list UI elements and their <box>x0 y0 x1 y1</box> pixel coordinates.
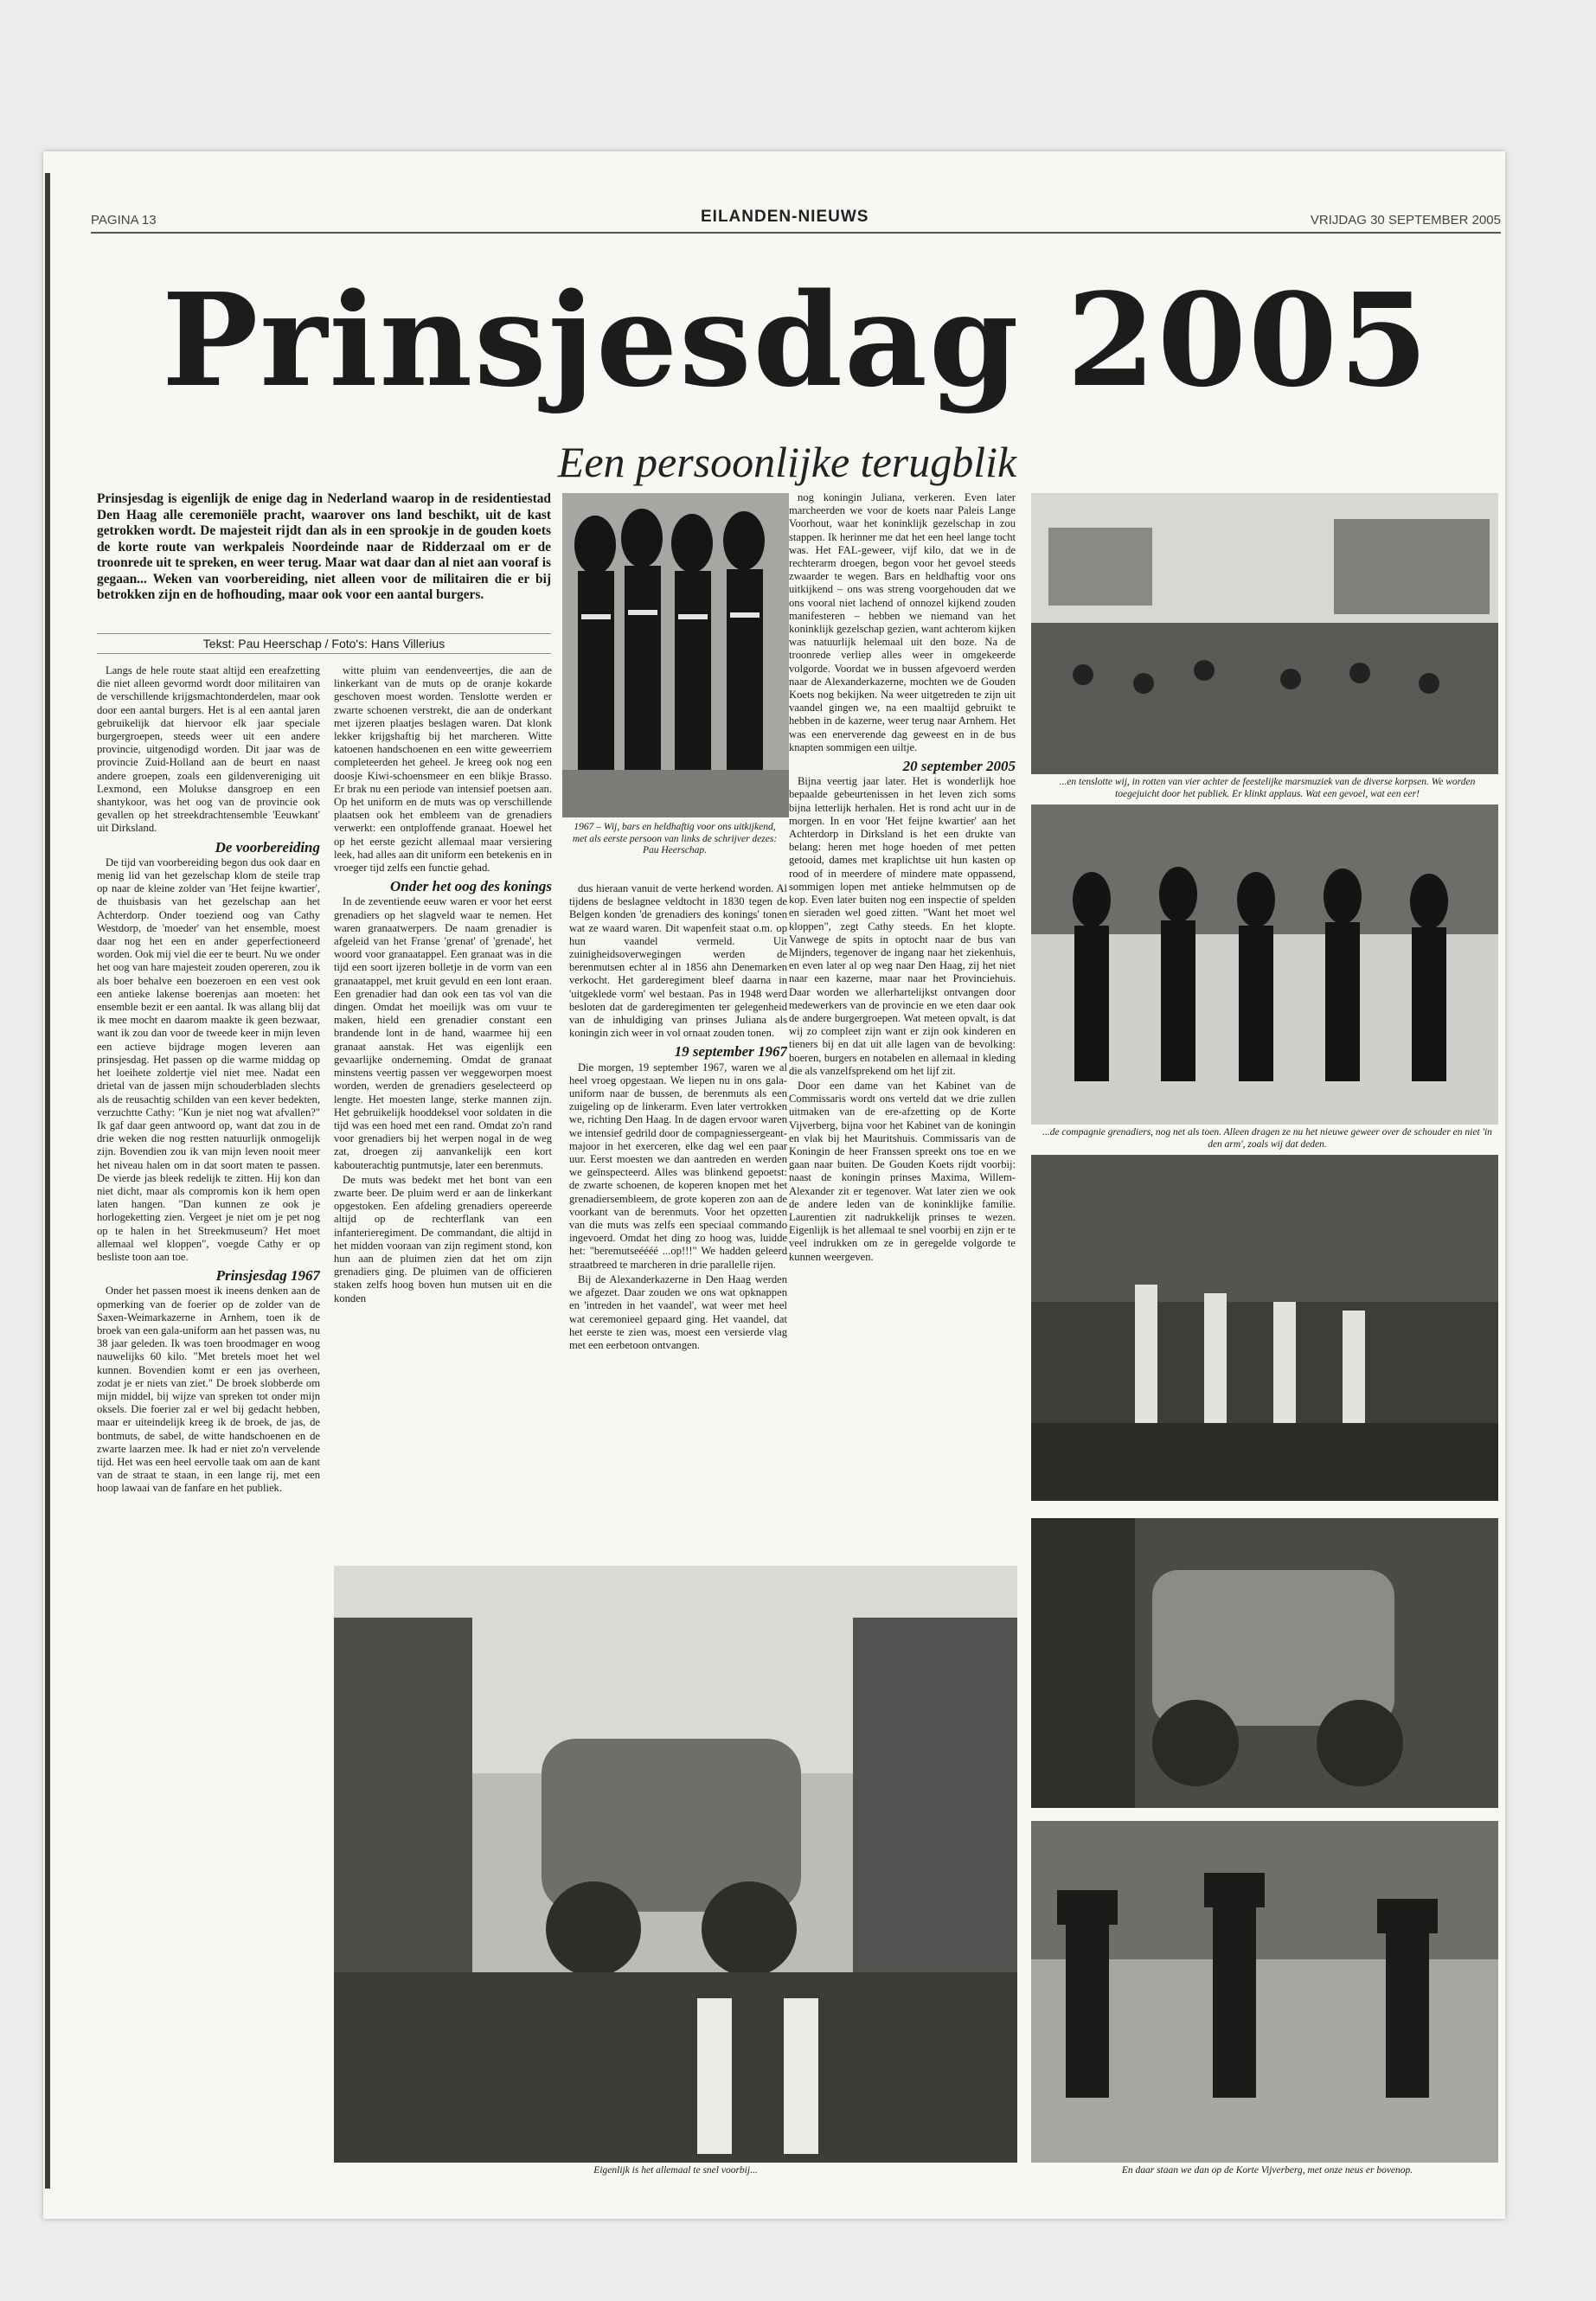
paragraph: Die morgen, 19 september 1967, waren we al heel vroeg opgestaan. We liepen nu in ons gala-uniform naar de bussen, de berenmuts als een zuigeling op de linkerarm. Even later vertrokken we, richting Den Haag. In de dagen ervoor waren we intensief gedrild door de compagniessergeant-majoor in het exerceren, elke dag wel een paar uur. Eerst moesten we dan aantreden en werden we geïnspecteerd. Alles was blinkend gepoetst: de zwarte schoenen, de koperen knopen met het grenadiersembleem, de grote koperen zon aan de voorkant van de berenmuts. Voor het opzetten van die muts was zelfs een speciaal commando ingevoerd. Omdat het ding zo hoog was, luidde het: "beremutseéééé ...op!!!" We hadden geleerd straatbreed te marcheren in drie parallelle rijen. <box>569 1061 787 1271</box>
subheadline: Een persoonlijke terugblik <box>557 438 1017 486</box>
section-heading: De voorbereiding <box>215 838 320 856</box>
headline: Prinsjesdag 2005 <box>162 265 1430 415</box>
section-heading: Prinsjesdag 1967 <box>215 1267 320 1285</box>
photo-golden-coach <box>1031 1518 1498 1808</box>
paragraph: Onder het passen moest ik ineens denken aan de opmerking van de foerier op de zolder van de Saxen-Weimarkazerne in Arnhem, toen ik de broek van een gala-uniform aan het passen was, nu 38 jaar geleden. Ik was toen broodmager en woog nauwelijks 60 kilo. "Met bretels moet het wel kunnen. Bovendien komt er een jas overheen, zodat je er niets van ziet." De broek slobberde om mijn middel, bij wijze van spreken tot onder mijn oksels. Die foerier zal er wel bij gedacht hebben, maar er uiteindelijk kreeg ik de broek, de jas, de bontmuts, de sabel, de witte handschoenen en de zwarte laarzen mee. Ik had er niet zo'n vervelende tijd. Het was een heel eervolle taak om aan de kant van de straat te staan, in een lange rij, met een hoop lawaai van de fanfare en het publiek. <box>97 1285 320 1495</box>
page-number: PAGINA 13 <box>91 213 157 228</box>
paragraph: witte pluim van eendenveertjes, die aan de linkerkant van de muts op de oranje kokarde geschoven moest worden. Tenslotte werden er zwarte schoenen verstrekt, die aan de onderkant met ijzeren plaatjes beslagen waren. Dat klonk lekker krijgshaftig bij het marcheren. Witte katoenen handschoenen en een witte geweerriem completeerden het geheel. Je kreeg ook nog een doosje Kiwi-schoensmeer en een blikje Brasso. Er brak nu een periode van intensief poetsen aan. Op het uniform en de muts was op verschillende plaatsen ook het embleem van de grenadiers verwerkt: een ontploffende granaat. Hoewel het op het eerste gezicht allemaal maar versiering leek, had alles aan dit uniform een betekenis en in vroeger tijd zelfs een functie gehad. <box>334 664 552 875</box>
header-rule <box>91 232 1501 234</box>
paragraph: De tijd van voorbereiding begon dus ook daar en menig lid van het gezelschap klom de steile trap op naar de kleine zolder van 'Het feijne kwartier', de thuisbasis van het gezelschap aan het Achterdorp. Onder toeziend oog van Cathy Westdorp, de 'moeder' van het ensemble, moest daar nog het een en ander geperfectioneerd worden. Ook mij viel die eer te beurt. Nu we onder het oog van hare majesteit zouden opereren, zou ik als boer behalve een boezeroen en een vest ook een antieke lakense boerenjas aan moeten: het ensemble bezit er een aantal. Ik was allang blij dat ik mee mocht en daarom maakte ik geen bezwaar, want ik zou dan voor de tweede keer in mijn leven een actieve bijdrage mogen leveren aan prinsjesdag. Het passen op die warme middag op het loeihete zoldertje viel niet mee. Nadat een drietal van de jassen mijn schouderbladen slechts als de reusachtig schilden van een kever bedekten, verzuchtte Cathy: "Kun je niet nog wat afvallen?" Ik gaf daar geen antwoord op, want dat zou in de drie weken die nog restten natuurlijk onmogelijk zijn. Bovendien zou ik van mijn leven nooit meer het niveau halen om in dat soort maten te passen. De vierde jas bleek redelijk te zitten. Hij kon dan niet dicht, maar als compromis kon ik hem open laten hangen. "Dan kunnen ze ook je horlogeketting zien. Vergeet je niet om je pet nog op te halen in het Streekmuseum? Het moet allemaal wel kloppen", voegde Cathy er op besliste toon aan toe. <box>97 856 320 1263</box>
byline: Tekst: Pau Heerschap / Foto's: Hans Villerius <box>97 633 551 654</box>
photo-crowd-coach <box>334 1566 1017 2163</box>
masthead <box>91 208 1501 228</box>
article-column-1 <box>97 664 320 2157</box>
intro-paragraph: Prinsjesdag is eigenlijk de enige dag in Nederland waarop in de residentiestad Den Haag alle ceremoniële pracht, waarover ons land beschikt, uit de kast getrokken wordt. De majesteit rijdt dan als in een sprookje in de gouden koets de korte route van werkpaleis Noordeinde naar de Ridderzaal om er de troonrede uit te spreken, en weer terug. Maar wat daar dan al niet aan vooraf is gegaan... Weken van voorbereiding, niet alleen voor de militairen die er bij betrokken zijn en de hofhouding, maar ook voor een aantal burgers. <box>97 491 551 602</box>
paragraph: Bij de Alexanderkazerne in Den Haag werden we afgezet. Daar zouden we ons wat opknappen en 'intreden in het vaandel', wat weer met heel wat ceremonieel gepaard ging. Het vaandel, dat het eerste te zien was, moest een versierde vlag met een eerbetoon ontvangen. <box>569 1272 787 1351</box>
photo-grenadiers-1967 <box>562 493 789 817</box>
photo-caption: 1967 – Wij, bars en heldhaftig voor ons uitkijkend, met als eerste persoon van links de schrijver dezes: Pau Heerschap. <box>572 822 778 856</box>
section-heading: 19 september 1967 <box>674 1043 787 1061</box>
photo-caption: ...de compagnie grenadiers, nog net als toen. Alleen dragen ze nu het nieuwe geweer over de schouder en niet 'in den arm', zoals wij dat deden. <box>1042 1127 1492 1150</box>
paragraph: Door een dame van het Kabinet van de Commissaris wordt ons verteld dat we drie zullen uitmaken van de ere-afzetting op de Korte Vijverberg, bijna voor het Kabinet van de koningin en vlak bij het Mauritshuis. Commissaris van de Koningin de heer Franssen spreekt ons toe en we gaan naar buiten. De Gouden Koets rijdt voorbij: naast de koningin prinses Maxima, Willem-Alexander zit er tegenover. Wat later zien we ook de andere leden van de koninklijke familie. Laurentien zit nadrukkelijk prinses te wezen. Eigenlijk is het allemaal te snel voorbij en zijn er te veel indrukken om ze in geregelde volgorde te kunnen weergeven. <box>789 1079 1016 1263</box>
article-column-3 <box>569 882 787 1561</box>
paragraph: In de zeventiende eeuw waren er voor het eerst grenadiers op het slagveld waar te nemen. Het waren granaatwerpers. De naam grenadier is afgeleid van het Franse 'grenat' of 'grenade', het woord voor granaatappel. Een granaat was in die tijd een soort ijzeren bolletje in de vorm van een granaatappel, met kruit gevuld en een lont eraan. Een grenadier had dan ook een tas vol van die dingen. Omdat het moeilijk was om vuur te maken, hield een grenadier constant een brandende lont in de hand, waarmee hij een granaat aanstak. Het was eigenlijk een gevaarlijke onderneming. Omdat de granaat minstens veertig passen ver weggeworpen moest worden, werden de grenadiers geselecteerd op lengte. Het moesten lange, sterke mannen zijn. Het gebruikelijk hooddeksel voor soldaten in die tijd was een hoed met een rand. Omdat zo'n rand voor grenadiers bij het werpen nogal in de weg zat, droegen zij aanvankelijk een kort kabouterachtig puntmutsje, later een berenmuts. <box>334 895 552 1171</box>
paragraph: nog koningin Juliana, verkeren. Even later marcheerden we voor de koets naar Paleis Lange Voorhout, waar het koninklijk gezelschap in zou stappen. Ik herinner me dat het een heel lange tocht was. Het FAL-geweer, vijf kilo, dat we in de rechterarm droegen, begon voor het gevoel steeds zwaarder te wegen. Bars en heldhaftig voor ons uitkijkend – ons was streng voorgehouden dat we ons vooral niet lachend of onnozel kijkend zouden manifesteren – hebben we niemand van het koninklijk gezelschap gezien, want achterom kijken was natuurlijk helemaal uit den boze. Na de troonrede verliep alles weer in omgekeerde volgorde. Voordat we in bussen afgevoerd werden naar de Alexanderkazerne, mochten we de Gouden Koets nog bekijken. Na weer uitgetreden te zijn uit vaandel gingen we, na een maaltijd gebruikt te hebben in de kazerne, weer terug naar Arnhem. Het was een enerverende dag geweest en in de bus knapten sommigen een uiltje. <box>789 491 1016 753</box>
photo-grenadiers-2005 <box>1031 804 1498 1125</box>
paragraph: De muts was bedekt met het bont van een zwarte beer. De pluim werd er aan de linkerkant opgestoken. Een afdeling grenadiers opereerde altijd op de rechterflank van een infanterieregiment. De commandant, die altijd in het midden vooraan van zijn regiment stond, kon hun aan de pluimen zien dat het om zijn grenadiers ging. De pluimen van de officieren staken zelfs hoog boven hun mutsen uit en die konden <box>334 1173 552 1304</box>
photo-caption: Eigenlijk is het allemaal te snel voorbij... <box>593 2165 758 2176</box>
photo-caption: En daar staan we dan op de Korte Vijverberg, met onze neus er bovenop. <box>1121 2165 1413 2176</box>
newspaper-name: EILANDEN-NIEUWS <box>701 208 869 226</box>
photo-parade-troops <box>1031 1155 1498 1501</box>
paragraph: Langs de hele route staat altijd een ereafzetting die niet alleen gevormd wordt door militairen van de verschillende krijgsmachtonderdelen, maar ook door een aantal burgers. Het is al een aantal jaren gebruikelijk dat hiervoor elk jaar speciale burgergroepen, steeds weer uit een andere provincie, uitgenodigd worden. Dit jaar was de provincie Zuid-Holland aan de beurt en naast andere groepen, zoals een gildenvereniging uit Lexmond, een Molukse dansgroep en een shantykoor, was het oog van de provincie ook gevallen op het streekdrachtensemble 'Eeuwkant' uit Dirksland. <box>97 664 320 835</box>
paragraph: dus hieraan vanuit de verte herkend worden. Al tijdens de beslagnee veldtocht in 1830 tegen de Belgen konden 'de grenadiers des konings' tonen wat ze waard waren. Dit wapenfeit staat o.m. op hun vaandel vermeld. Uit zuinigheidsoverwegingen werden de berenmutsen echter al in 1856 ahn Denemarken verkocht. Het garderegiment bleef daarna in 'uitgeklede vorm' wel bestaan. Pas in 1948 werd besloten dat de garderegimenten ter gelegenheid van de inhuldiging van prinses Juliana als koningin zich weer in vol ornaat zouden tonen. <box>569 882 787 1040</box>
scan-edge <box>45 173 50 2189</box>
section-heading: 20 september 2005 <box>902 758 1016 775</box>
section-heading: Onder het oog des konings <box>389 878 552 895</box>
photo-caption: ...en tenslotte wij, in rotten van vier achter de feestelijke marsmuziek van de diverse korpsen. We worden toegejuicht door het publiek. Er klinkt applaus. Wat een gevoel, wat een eer! <box>1059 777 1476 799</box>
issue-date: VRIJDAG 30 SEPTEMBER 2005 <box>1310 213 1501 228</box>
paragraph: Bijna veertig jaar later. Het is wonderlijk hoe bepaalde gebeurtenissen in het leven zich soms bijna letterlijk herhalen. Het is rond acht uur in de morgen. In en voor 'Het feijne kwartier' aan het Achterdorp in Dirksland is het een drukte van belang: heren met hoge hoeden of met petten getooid, dames met kraplichtse uit hun kasten op rood of in meerdere of mindere mate oppassend, sommigen lopen met antieke helmmutsen op de kop. Even later buiten nog een inspectie of spelden en sieraden wel goed zitten. "Want het moet wel kloppen", zegt Cathy steeds. En het klopte. Vanwege de spits in optocht naar de bus van Mijnders, tegenover de ingang naar het ziekenhuis, en even later al op weg naar Den Haag, zij het niet naar een kazerne, maar naar het Provinciehuis. Daar worden we allerhartelijkst ontvangen door medewerkers van de provincie en we eten daar ook de andere burgergroepen. Wat meteen opvalt, is dat wij zo compleet zijn want er zijn ook kinderen en tieners bij en dat uit alle lagen van de bevolking: boeren, burgers en notabelen en allemaal in kleding die als vanzelfsprekend om het lijf zit. <box>789 775 1016 1077</box>
photo-korte-vijverberg <box>1031 1821 1498 2163</box>
photo-procession-street <box>1031 493 1498 774</box>
article-column-2 <box>334 664 552 1555</box>
